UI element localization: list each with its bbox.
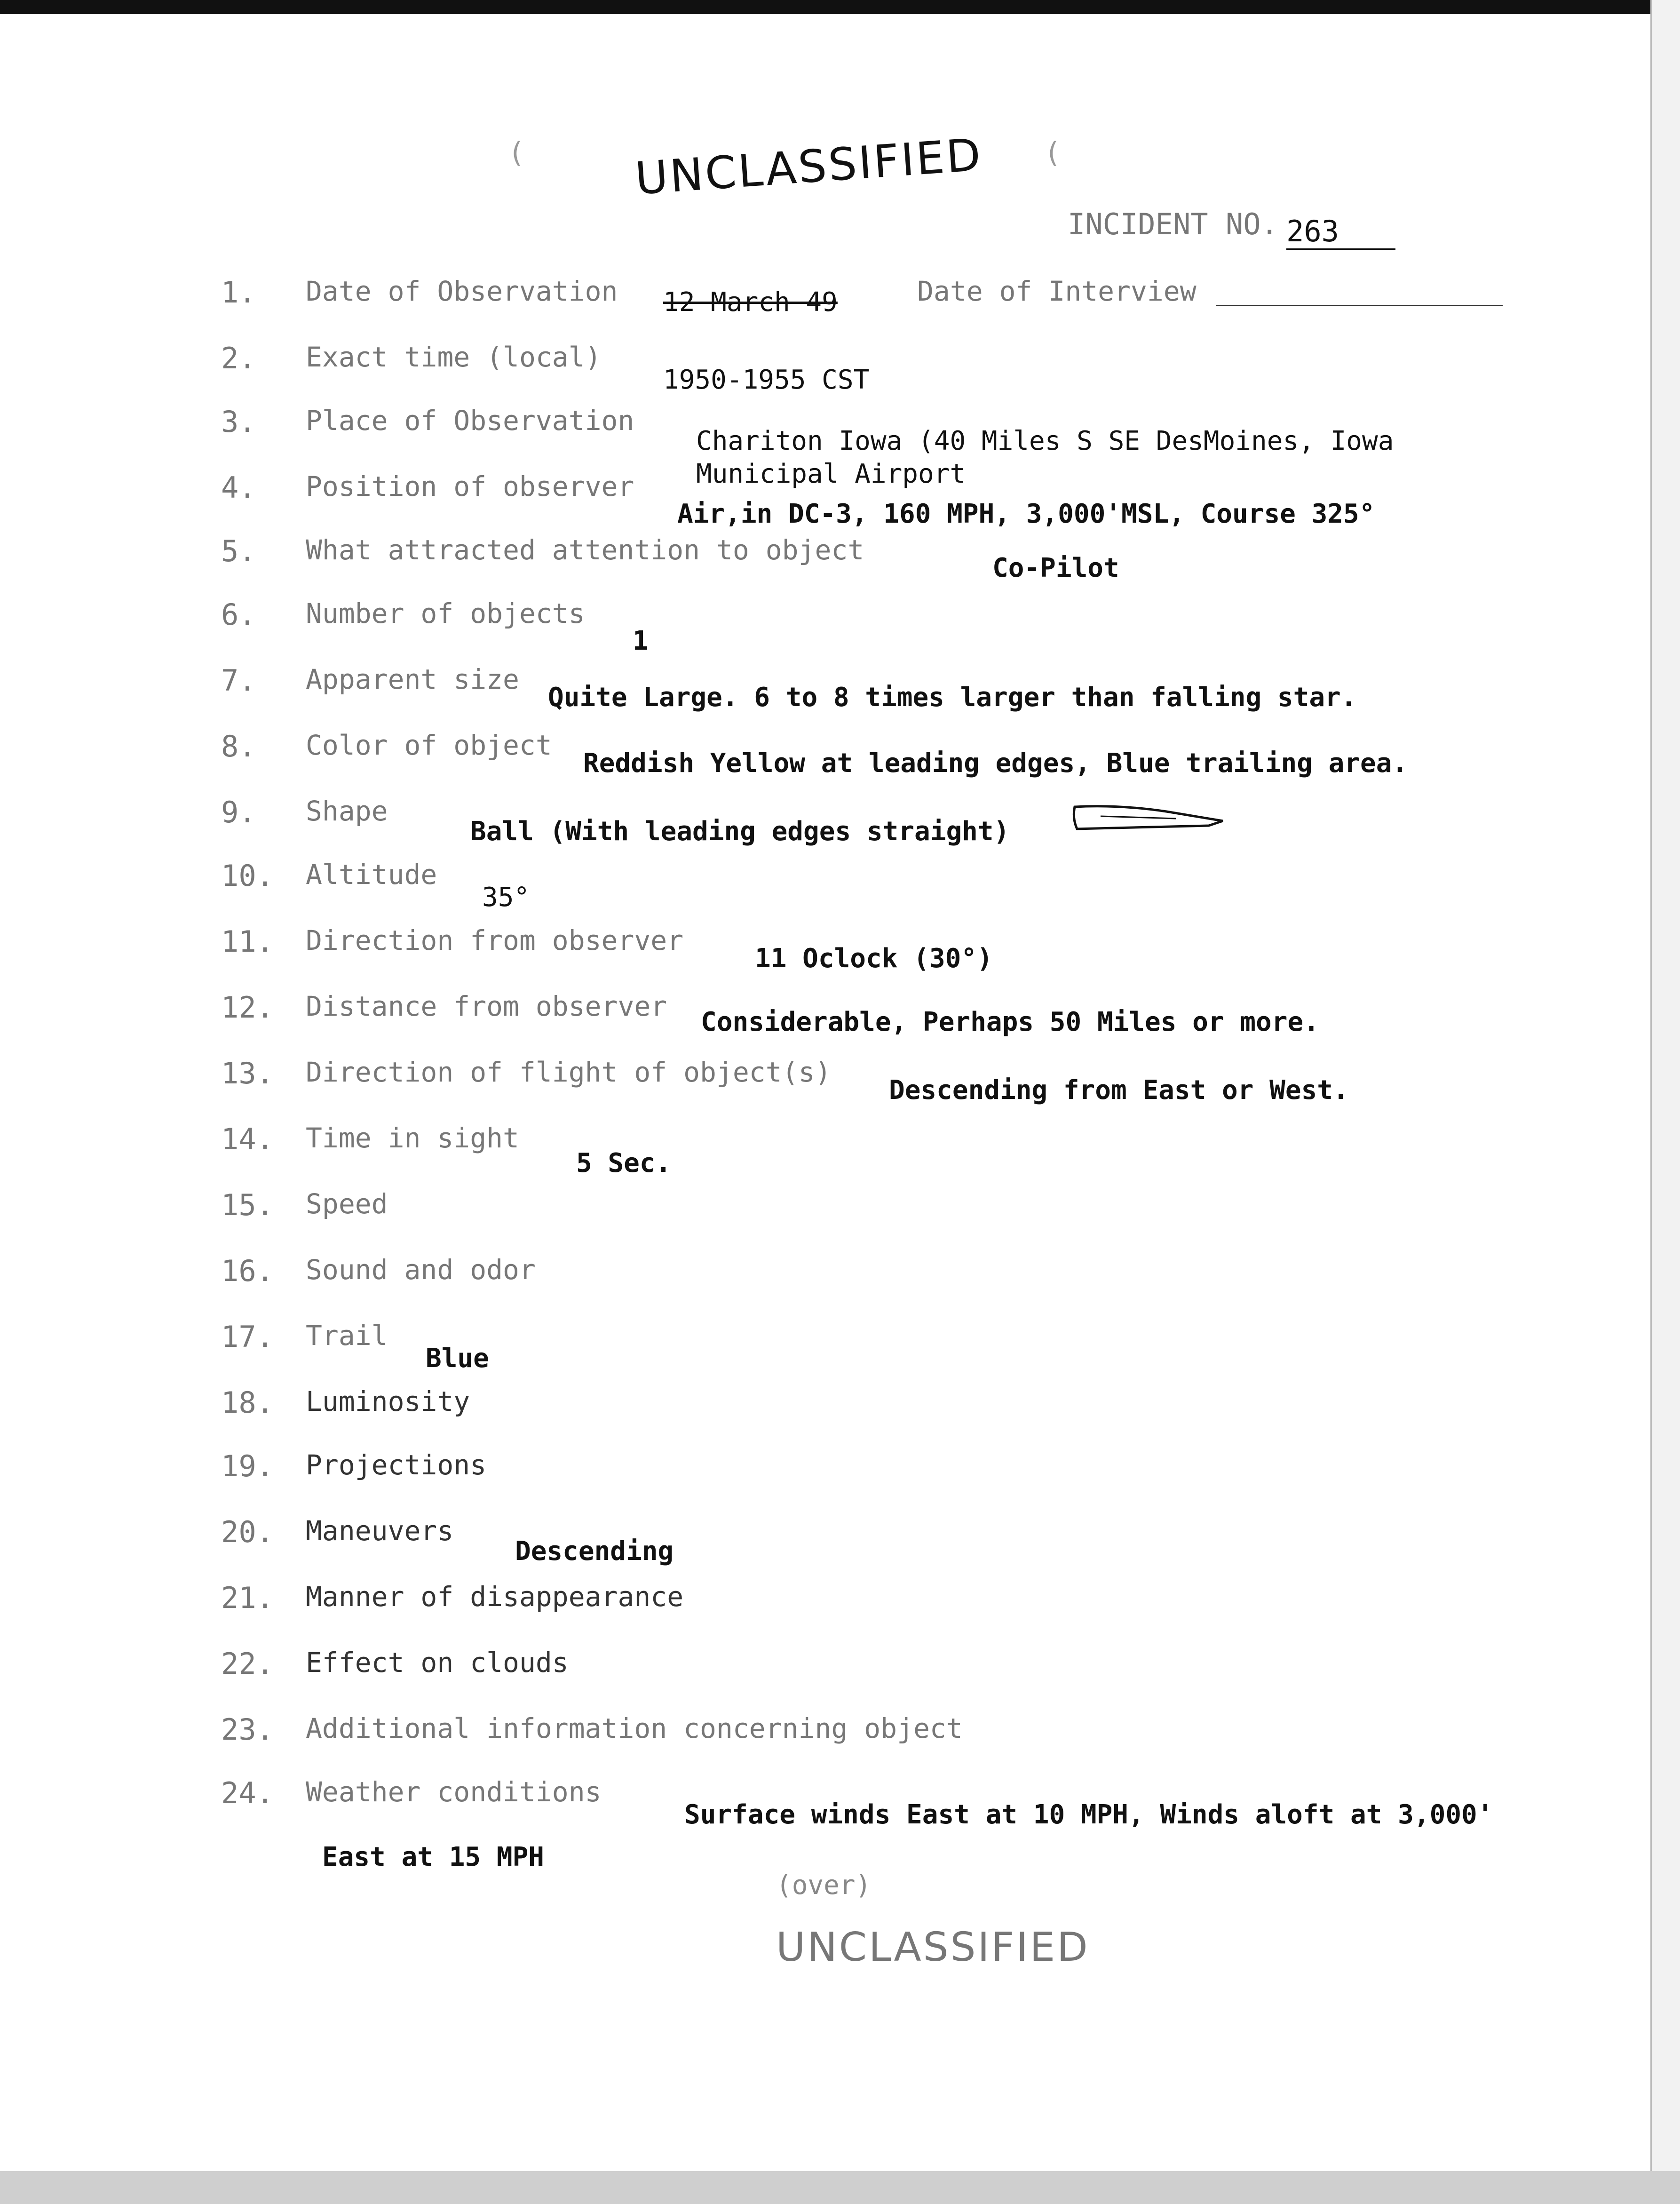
item-label-time-in-sight: Time in sight <box>306 1122 519 1154</box>
answer-direction-from-observer: 11 Oclock (30°) <box>755 943 993 974</box>
item-number: 8. <box>221 729 256 764</box>
item-label-maneuvers: Maneuvers <box>306 1515 454 1547</box>
item-label-position-of-observer: Position of observer <box>306 470 634 502</box>
item-number: 20. <box>221 1515 274 1549</box>
item-label-direction-of-flight: Direction of flight of object(s) <box>306 1056 832 1088</box>
answer-color-of-object: Reddish Yellow at leading edges, Blue trailing area. <box>583 748 1408 779</box>
answer-number-of-objects: 1 <box>633 626 649 656</box>
item-number: 21. <box>221 1581 274 1615</box>
item-number: 12. <box>221 990 274 1025</box>
scan-border-bottom <box>0 2171 1680 2204</box>
date-of-interview-blank <box>1216 305 1503 306</box>
scan-border-top <box>0 0 1680 14</box>
answer-date-of-observation: 12 March 49 <box>663 287 838 318</box>
item-number: 24. <box>221 1776 274 1810</box>
answer-position-of-observer: Air,in DC-3, 160 MPH, 3,000'MSL, Course 325° <box>677 499 1375 529</box>
item-number: 17. <box>221 1320 274 1354</box>
item-number: 7. <box>221 663 256 698</box>
answer-shape: Ball (With leading edges straight) <box>470 816 1010 847</box>
answer-place-of-observation: Chariton Iowa (40 Miles S SE DesMoines, Iowa <box>696 426 1394 456</box>
answer-weather-conditions: Surface winds East at 10 MPH, Winds aloft at 3,000' <box>684 1799 1493 1830</box>
item-label-weather-conditions: Weather conditions <box>306 1776 602 1808</box>
item-number: 10. <box>221 859 274 893</box>
item-number: 1. <box>221 275 256 310</box>
item-number: 2. <box>221 341 256 375</box>
item-label-speed: Speed <box>306 1188 388 1220</box>
item-number: 5. <box>221 534 256 568</box>
item-label-color-of-object: Color of object <box>306 729 552 761</box>
answer-weather-conditions-line2: East at 15 MPH <box>322 1842 545 1872</box>
answer-trail: Blue <box>426 1343 489 1374</box>
item-label-shape: Shape <box>306 795 388 827</box>
item-number: 16. <box>221 1254 274 1288</box>
item-number: 23. <box>221 1712 274 1747</box>
incident-number: 263 <box>1286 214 1395 250</box>
item-number: 4. <box>221 470 256 505</box>
over-note: (over) <box>776 1870 872 1901</box>
item-label-date-of-observation: Date of Observation <box>306 275 618 307</box>
item-number: 22. <box>221 1647 274 1681</box>
item-number: 15. <box>221 1188 274 1222</box>
item-label-manner-of-disappearance: Manner of disappearance <box>306 1581 684 1613</box>
item-label-trail: Trail <box>306 1320 388 1352</box>
answer-what-attracted-attention: Co-Pilot <box>992 553 1119 583</box>
classification-stamp-bottom: UNCLASSIFIED <box>776 1924 1090 1971</box>
item-number: 9. <box>221 795 256 829</box>
item-label-additional-information: Additional information concerning object <box>306 1712 963 1744</box>
item-label-number-of-objects: Number of objects <box>306 597 585 629</box>
item-label-direction-from-observer: Direction from observer <box>306 924 684 956</box>
item-number: 18. <box>221 1385 274 1420</box>
item-label-what-attracted-attention: What attracted attention to object <box>306 534 864 566</box>
answer-time-in-sight: 5 Sec. <box>576 1148 672 1178</box>
item-number: 11. <box>221 924 274 959</box>
item-label-luminosity: Luminosity <box>306 1385 470 1417</box>
item-label-apparent-size: Apparent size <box>306 663 519 695</box>
hole-punch-mark: ( <box>1044 136 1062 169</box>
item-number: 14. <box>221 1122 274 1156</box>
item-label-place-of-observation: Place of Observation <box>306 405 634 437</box>
item-label-exact-time: Exact time (local) <box>306 341 602 373</box>
item-number: 6. <box>221 597 256 632</box>
item-label-altitude: Altitude <box>306 859 437 891</box>
answer-exact-time: 1950-1955 CST <box>663 365 870 395</box>
answer-place-of-observation-line2: Municipal Airport <box>696 459 966 489</box>
item-label-projections: Projections <box>306 1449 487 1481</box>
answer-maneuvers: Descending <box>515 1536 674 1567</box>
item-number: 3. <box>221 405 256 439</box>
incident-label: INCIDENT NO. <box>1068 207 1278 241</box>
item-label-effect-on-clouds: Effect on clouds <box>306 1647 569 1679</box>
scan-border-right <box>1650 0 1680 2204</box>
item-number: 19. <box>221 1449 274 1483</box>
item-label-distance-from-observer: Distance from observer <box>306 990 667 1022</box>
answer-direction-of-flight: Descending from East or West. <box>889 1075 1349 1106</box>
answer-apparent-size: Quite Large. 6 to 8 times larger than falling star. <box>548 682 1357 713</box>
item-number: 13. <box>221 1056 274 1090</box>
classification-stamp-top: UNCLASSIFIED <box>634 129 984 205</box>
item-label-sound-and-odor: Sound and odor <box>306 1254 536 1286</box>
answer-distance-from-observer: Considerable, Perhaps 50 Miles or more. <box>701 1007 1319 1037</box>
answer-altitude: 35° <box>482 882 530 913</box>
date-of-interview-label: Date of Interview <box>917 275 1197 307</box>
hole-punch-mark: ( <box>508 136 525 169</box>
shape-sketch-drawing <box>1072 800 1228 837</box>
